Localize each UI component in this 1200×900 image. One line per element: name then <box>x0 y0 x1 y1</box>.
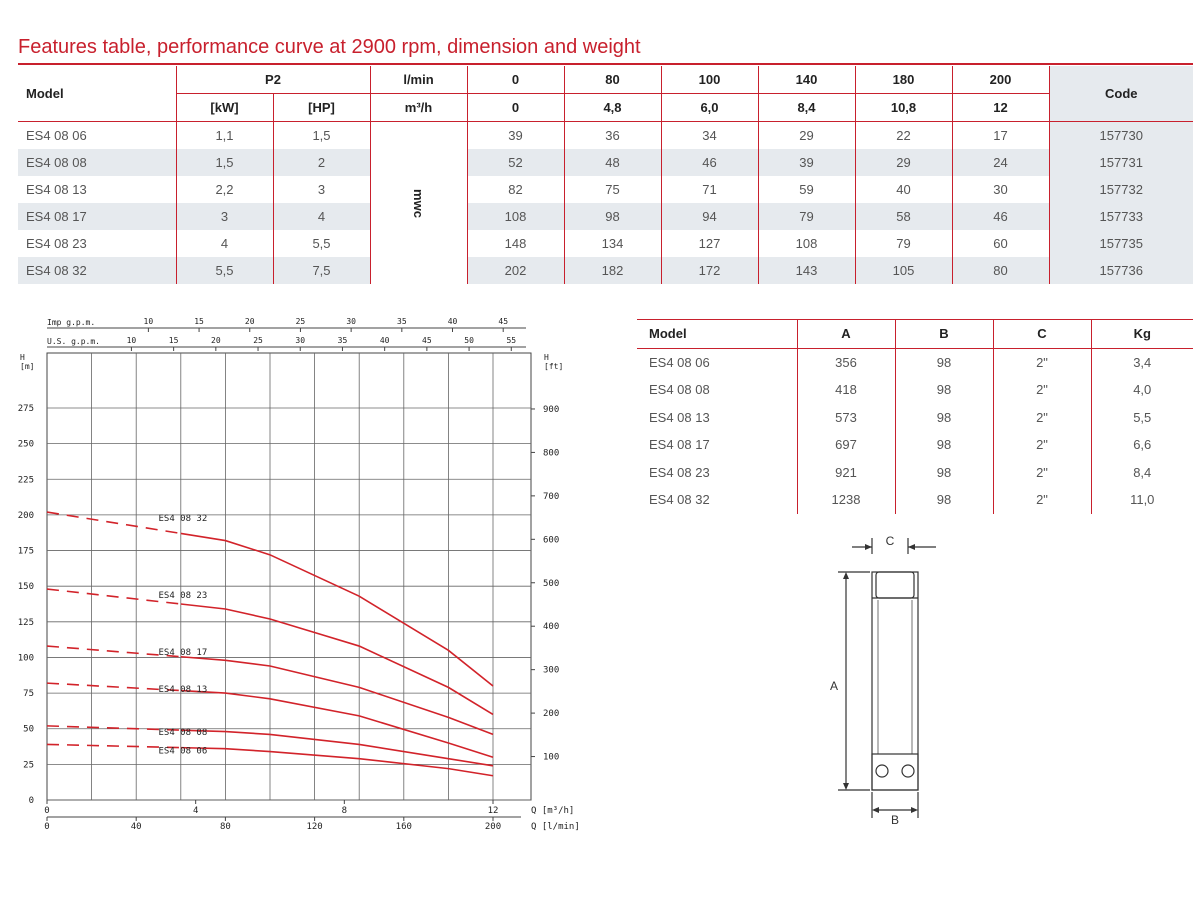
pump-motor-base <box>872 754 918 790</box>
imp-gpm-tick-label: 40 <box>447 317 458 326</box>
lmin-header: l/min <box>370 66 467 94</box>
table-row <box>18 203 1193 230</box>
x-lmin-tick-label: 160 <box>395 822 412 832</box>
kw-header: [kW] <box>176 94 273 122</box>
table-row <box>18 257 1193 284</box>
curve-label: ES4 08 23 <box>158 591 208 602</box>
y-right-tick-label: 400 <box>543 622 560 633</box>
kg-cell: 8,4 <box>1133 464 1152 480</box>
table-row <box>637 431 1193 459</box>
head-cell: 48 <box>564 149 661 176</box>
b-cell: 98 <box>895 404 993 432</box>
c-cell: 2" <box>993 431 1091 459</box>
kw-cell: 1,5 <box>176 149 273 176</box>
flow-lmin-header: 0 <box>467 66 564 94</box>
head-cell: 46 <box>661 149 758 176</box>
head-cell: 80 <box>952 257 1049 284</box>
table-row <box>18 176 1193 203</box>
head-cell: 127 <box>661 230 758 257</box>
head-cell: 134 <box>564 230 661 257</box>
title-underline <box>18 63 1193 65</box>
a-cell: 573 <box>797 404 895 432</box>
y-tick-label: 275 <box>17 404 34 414</box>
head-cell: 172 <box>661 257 758 284</box>
model-cell: ES4 08 08 <box>637 376 797 404</box>
b-cell: 98 <box>895 486 993 514</box>
us-gpm-tick-label: 45 <box>422 336 432 345</box>
pump-base-bolt <box>876 765 888 777</box>
x-lmin-tick-label: 120 <box>306 822 323 832</box>
kg-cell: 6,6 <box>1133 437 1152 453</box>
curve-line <box>181 604 493 714</box>
model-cell: ES4 08 23 <box>18 230 176 257</box>
b-cell: 98 <box>895 459 993 487</box>
hp-cell: 1,5 <box>273 122 370 150</box>
flow-m3h-header: 10,8 <box>855 94 952 122</box>
c-cell: 2" <box>993 404 1091 432</box>
a-arrowhead <box>843 783 849 790</box>
x-lmin-axis-title: Q [l/min] <box>531 822 580 832</box>
flow-lmin-header: 140 <box>758 66 855 94</box>
table-row <box>18 149 1193 176</box>
x-lmin-tick-label: 80 <box>219 822 231 832</box>
us-gpm-label: U.S. g.p.m. <box>47 337 100 346</box>
b-cell: 98 <box>895 348 993 376</box>
head-cell: 182 <box>564 257 661 284</box>
curve-label: ES4 08 32 <box>158 514 208 525</box>
y-right-tick-label: 200 <box>543 709 560 720</box>
flow-lmin-header: 180 <box>855 66 952 94</box>
b-arrowhead <box>911 807 918 813</box>
b-arrowhead <box>872 807 879 813</box>
performance-chart <box>0 308 600 848</box>
kw-cell: 2,2 <box>176 176 273 203</box>
model-cell: ES4 08 32 <box>637 486 797 514</box>
unit-cell <box>370 122 467 285</box>
flow-m3h-header: 12 <box>952 94 1049 122</box>
head-cell: 36 <box>564 122 661 150</box>
head-cell: 39 <box>467 122 564 150</box>
c-arrowhead <box>908 544 915 550</box>
pump-base-bolt <box>902 765 914 777</box>
kw-cell: 3 <box>176 203 273 230</box>
a-cell: 418 <box>797 376 895 404</box>
imp-gpm-tick-label: 30 <box>346 317 356 326</box>
us-gpm-tick-label: 15 <box>168 336 179 345</box>
imp-gpm-tick-label: 25 <box>295 317 306 326</box>
head-cell: 22 <box>855 122 952 150</box>
kg-cell: 5,5 <box>1133 409 1152 425</box>
pump-dimension-drawing <box>820 528 960 828</box>
features-table <box>18 66 1193 284</box>
head-cell: 60 <box>952 230 1049 257</box>
page-title: Features table, performance curve at 2900 rpm, dimension and weight <box>18 36 641 58</box>
hp-cell: 5,5 <box>273 230 370 257</box>
code-cell: 157732 <box>1049 176 1193 203</box>
kg-cell: 4,0 <box>1133 382 1152 398</box>
code-cell: 157735 <box>1049 230 1193 257</box>
chart-frame <box>47 353 531 800</box>
dim-label-b: B <box>890 813 900 827</box>
curve-label: ES4 08 13 <box>158 685 208 696</box>
model-header: Model <box>18 66 176 122</box>
dim-kg-header: Kg <box>1091 320 1193 349</box>
us-gpm-tick-label: 50 <box>464 336 474 345</box>
head-cell: 34 <box>661 122 758 150</box>
y-tick-label: 100 <box>17 653 34 664</box>
a-cell: 356 <box>797 348 895 376</box>
dim-a-header: A <box>797 320 895 349</box>
x-m3h-axis-title: Q [m³/h] <box>531 806 575 816</box>
model-cell: ES4 08 17 <box>18 203 176 230</box>
model-cell: ES4 08 08 <box>18 149 176 176</box>
table-row <box>637 348 1193 376</box>
head-cell: 94 <box>661 203 758 230</box>
head-cell: 108 <box>467 203 564 230</box>
dim-model-header: Model <box>637 320 797 349</box>
x-m3h-tick-label: 0 <box>44 806 50 816</box>
table-row <box>18 230 1193 257</box>
imp-gpm-tick-label: 35 <box>397 317 407 326</box>
us-gpm-tick-label: 30 <box>295 336 306 345</box>
y-tick-label: 175 <box>17 546 34 557</box>
table-row <box>18 122 1193 150</box>
head-cell: 105 <box>855 257 952 284</box>
a-cell: 1238 <box>797 486 895 514</box>
flow-lmin-header: 80 <box>564 66 661 94</box>
flow-m3h-header: 8,4 <box>758 94 855 122</box>
dim-label-c: C <box>885 534 895 548</box>
curve-label: ES4 08 06 <box>158 746 208 757</box>
y-axis-title-left: H [m] <box>20 353 35 371</box>
code-cell: 157731 <box>1049 149 1193 176</box>
table-row <box>637 486 1193 514</box>
dim-label-a: A <box>829 679 839 693</box>
head-cell: 39 <box>758 149 855 176</box>
y-tick-label: 75 <box>23 689 34 700</box>
model-cell: ES4 08 23 <box>637 459 797 487</box>
y-tick-label: 0 <box>28 796 34 806</box>
us-gpm-tick-label: 35 <box>337 336 348 345</box>
head-cell: 24 <box>952 149 1049 176</box>
imp-gpm-tick-label: 10 <box>143 317 154 326</box>
kw-cell: 5,5 <box>176 257 273 284</box>
c-arrowhead <box>865 544 872 550</box>
head-cell: 17 <box>952 122 1049 150</box>
a-arrowhead <box>843 572 849 579</box>
y-tick-label: 200 <box>17 510 34 521</box>
head-cell: 79 <box>758 203 855 230</box>
pump-head <box>876 572 914 598</box>
flow-lmin-header: 200 <box>952 66 1049 94</box>
curve-line <box>181 691 493 758</box>
y-tick-label: 50 <box>23 724 34 735</box>
hp-cell: 7,5 <box>273 257 370 284</box>
head-cell: 46 <box>952 203 1049 230</box>
y-tick-label: 25 <box>23 760 34 771</box>
y-right-tick-label: 900 <box>543 404 560 415</box>
a-cell: 921 <box>797 459 895 487</box>
hp-cell: 4 <box>273 203 370 230</box>
code-cell: 157736 <box>1049 257 1193 284</box>
head-cell: 75 <box>564 176 661 203</box>
table-row <box>637 376 1193 404</box>
hp-cell: 3 <box>273 176 370 203</box>
head-cell: 59 <box>758 176 855 203</box>
head-cell: 108 <box>758 230 855 257</box>
us-gpm-tick-label: 55 <box>506 336 517 345</box>
x-lmin-tick-label: 200 <box>484 822 502 832</box>
curve-line <box>181 748 493 776</box>
code-cell: 157730 <box>1049 122 1193 150</box>
b-cell: 98 <box>895 376 993 404</box>
unit-label: mwc <box>411 188 426 218</box>
flow-m3h-header: 0 <box>467 94 564 122</box>
head-cell: 148 <box>467 230 564 257</box>
pump-body <box>872 572 918 790</box>
c-cell: 2" <box>993 459 1091 487</box>
imp-gpm-tick-label: 20 <box>244 317 255 326</box>
code-cell: 157733 <box>1049 203 1193 230</box>
y-right-tick-label: 100 <box>543 752 560 763</box>
imp-gpm-tick-label: 45 <box>498 317 509 326</box>
kw-cell: 4 <box>176 230 273 257</box>
model-cell: ES4 08 32 <box>18 257 176 284</box>
head-cell: 79 <box>855 230 952 257</box>
dimension-table <box>637 319 1193 514</box>
y-right-tick-label: 300 <box>543 665 560 676</box>
head-cell: 143 <box>758 257 855 284</box>
us-gpm-tick-label: 40 <box>379 336 390 345</box>
model-cell: ES4 08 06 <box>637 348 797 376</box>
curve-label: ES4 08 17 <box>158 648 208 659</box>
x-lmin-tick-label: 40 <box>130 822 142 832</box>
dim-b-header: B <box>895 320 993 349</box>
y-tick-label: 225 <box>17 475 34 486</box>
head-cell: 202 <box>467 257 564 284</box>
y-tick-label: 150 <box>17 582 34 593</box>
us-gpm-tick-label: 25 <box>253 336 263 345</box>
c-cell: 2" <box>993 376 1091 404</box>
head-cell: 30 <box>952 176 1049 203</box>
table-row <box>637 459 1193 487</box>
flow-m3h-header: 6,0 <box>661 94 758 122</box>
head-cell: 98 <box>564 203 661 230</box>
x-m3h-tick-label: 8 <box>341 806 348 816</box>
imp-gpm-tick-label: 15 <box>194 317 204 326</box>
y-axis-title-right: H [ft] <box>544 353 564 371</box>
y-tick-label: 125 <box>17 617 34 628</box>
model-cell: ES4 08 17 <box>637 431 797 459</box>
dim-c-header: C <box>993 320 1091 349</box>
head-cell: 29 <box>855 149 952 176</box>
x-m3h-tick-label: 12 <box>487 806 499 816</box>
head-cell: 82 <box>467 176 564 203</box>
c-cell: 2" <box>993 348 1091 376</box>
curve-line <box>181 730 493 766</box>
imp-gpm-label: Imp g.p.m. <box>47 318 96 327</box>
kg-cell: 11,0 <box>1130 492 1155 508</box>
head-cell: 52 <box>467 149 564 176</box>
us-gpm-tick-label: 20 <box>211 336 221 345</box>
b-cell: 98 <box>895 431 993 459</box>
flow-m3h-header: 4,8 <box>564 94 661 122</box>
hp-cell: 2 <box>273 149 370 176</box>
head-cell: 71 <box>661 176 758 203</box>
model-cell: ES4 08 06 <box>18 122 176 150</box>
m3h-header: m³/h <box>370 94 467 122</box>
table-row <box>637 404 1193 432</box>
x-m3h-tick-label: 4 <box>192 806 199 816</box>
p2-header: P2 <box>176 66 370 94</box>
curve-label: ES4 08 08 <box>158 727 208 738</box>
y-tick-label: 250 <box>17 439 34 450</box>
y-right-tick-label: 700 <box>543 491 560 502</box>
model-cell: ES4 08 13 <box>18 176 176 203</box>
us-gpm-tick-label: 10 <box>126 336 137 345</box>
y-right-tick-label: 800 <box>543 448 560 459</box>
y-right-tick-label: 500 <box>543 578 560 589</box>
model-cell: ES4 08 13 <box>637 404 797 432</box>
hp-header: [HP] <box>273 94 370 122</box>
x-lmin-tick-label: 0 <box>44 822 50 832</box>
head-cell: 40 <box>855 176 952 203</box>
kw-cell: 1,1 <box>176 122 273 150</box>
flow-lmin-header: 100 <box>661 66 758 94</box>
head-cell: 29 <box>758 122 855 150</box>
c-cell: 2" <box>993 486 1091 514</box>
a-cell: 697 <box>797 431 895 459</box>
y-right-tick-label: 600 <box>543 535 560 546</box>
head-cell: 58 <box>855 203 952 230</box>
kg-cell: 3,4 <box>1133 354 1152 370</box>
curve-line <box>181 657 493 735</box>
code-header: Code <box>1049 66 1193 122</box>
